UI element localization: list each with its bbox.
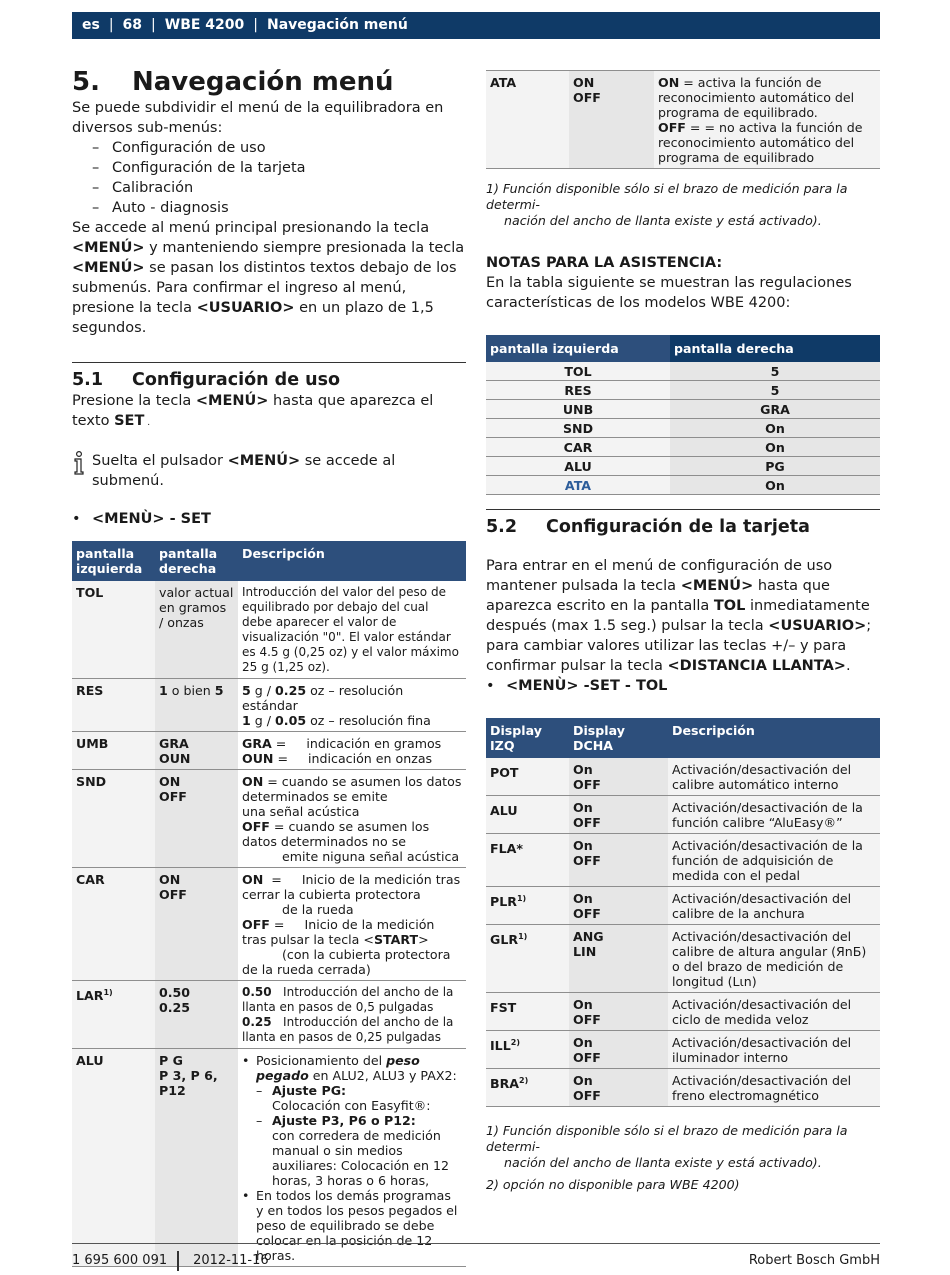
key-set: SET xyxy=(114,413,145,429)
desc-line xyxy=(658,75,876,120)
footnote-line: nación del ancho de llanta existe y está activado). xyxy=(504,1155,822,1170)
param-code xyxy=(486,758,569,796)
param-code: RES xyxy=(72,679,155,732)
value-line: OFF xyxy=(573,815,601,830)
document-number: 1 695 600 091 xyxy=(72,1251,179,1271)
left-display: RES xyxy=(486,381,670,400)
value-line: ON xyxy=(573,75,595,90)
service-table xyxy=(486,335,880,495)
table-header-row xyxy=(72,541,466,581)
footnote-1 xyxy=(486,181,880,229)
param-value xyxy=(569,796,668,834)
submenu-item-label: Configuración de uso xyxy=(112,140,266,156)
param-description xyxy=(238,868,466,981)
text: Ajuste P3, P6 o P12: xyxy=(272,1113,416,1128)
section-5-2-paragraph xyxy=(486,556,880,676)
param-code: ALU xyxy=(72,1049,155,1267)
key-start: START xyxy=(373,932,419,947)
text: 1 xyxy=(159,683,168,698)
text: = indicación en gramos xyxy=(271,736,442,751)
text: POT xyxy=(490,765,519,781)
text: inmediatamente después (max 1.5 seg.) pulsar la tecla xyxy=(486,598,870,634)
table-row xyxy=(486,993,880,1031)
text: En todos los demás programas y en todos los pesos pegados el peso de equilibrado se debe colocar en la posición de 12 horas. xyxy=(256,1188,458,1263)
param-value: valor actual en gramos / onzas xyxy=(155,581,238,679)
right-display: On xyxy=(670,476,880,495)
text: Introducción del ancho de la llanta en pasos de 0,25 pulgadas xyxy=(242,1015,458,1044)
table-row xyxy=(72,770,466,868)
left-column xyxy=(72,66,466,1267)
desc-line: (con la cubierta protectora xyxy=(282,947,451,962)
header-page: 68 xyxy=(122,17,143,33)
right-display: 5 xyxy=(670,362,880,381)
text: ILL xyxy=(490,1038,511,1054)
card-config-rows xyxy=(486,758,880,1107)
section-5-2-heading xyxy=(486,509,880,538)
right-display: On xyxy=(670,438,880,457)
param-value xyxy=(155,981,238,1049)
company-name: Robert Bosch GmbH xyxy=(748,1253,880,1268)
param-value xyxy=(569,758,668,796)
param-value xyxy=(569,1031,668,1069)
page-footer xyxy=(72,1243,880,1271)
section-5-1-number: 5.1 xyxy=(72,370,104,390)
table-row xyxy=(486,362,880,381)
text: ; para cambiar valores utilizar las teclas +/– y para confirmar pulsar la tecla xyxy=(486,618,872,674)
key-menu: <MENÚ> xyxy=(680,578,754,594)
param-code: UMB xyxy=(72,732,155,770)
text: = Inicio de la medición tras cerrar la cubierta protectora xyxy=(242,872,465,902)
footnote-1b xyxy=(486,1123,880,1171)
text: g / xyxy=(250,713,276,728)
text: Colocación con Easyfit®: xyxy=(272,1098,431,1113)
ata-table xyxy=(486,70,880,169)
desc-line: una señal acústica xyxy=(242,804,360,819)
text: ALU xyxy=(490,803,518,819)
text: ON xyxy=(242,774,264,789)
text: g / xyxy=(250,683,276,698)
text: Introducción del ancho de la llanta en pasos de 0,5 pulgadas xyxy=(242,985,458,1014)
section-5-title: Navegación menú xyxy=(132,67,394,97)
text: = cuando se asumen los datos determinados se emite xyxy=(242,774,462,804)
key-usuario: <USUARIO> xyxy=(196,300,295,316)
value-line: GRA xyxy=(159,736,189,751)
table-row xyxy=(486,925,880,993)
text: OUN xyxy=(242,751,274,766)
table-row xyxy=(486,834,880,887)
submenu-item-label: Auto - diagnosis xyxy=(112,200,229,216)
param-value xyxy=(569,1069,668,1107)
param-description: Activación/desactivación del ciclo de medida veloz xyxy=(668,993,880,1031)
right-display: GRA xyxy=(670,400,880,419)
bullet-dot: • xyxy=(242,1188,250,1203)
desc-line xyxy=(242,917,462,947)
value-line: 0.25 xyxy=(159,1000,191,1015)
text: FLA* xyxy=(490,841,523,857)
page-header: es | 68 | WBE 4200 | Navegación menú xyxy=(72,12,880,39)
param-description: Activación/desactivación del freno electromagnético xyxy=(668,1069,880,1107)
value-line: P G xyxy=(159,1053,183,1068)
param-value xyxy=(569,71,654,169)
desc-line: emite niguna señal acústica xyxy=(282,849,460,864)
table-row xyxy=(72,868,466,981)
info-icon xyxy=(72,451,86,475)
param-value xyxy=(155,679,238,732)
text: . xyxy=(144,418,151,428)
param-code xyxy=(486,834,569,887)
param-description: Introducción del valor del peso de equilibrado por debajo del cual debe aparecer el valor de visualización "0". El valor estándar es 4.5 g (0,25 oz) y el valor máximo 25 g (1,25 oz). xyxy=(238,581,466,679)
table-row xyxy=(486,457,880,476)
table-header-cell: Descripción xyxy=(238,541,466,581)
footnote-line: 1) Función disponible sólo si el brazo de medición para la determi- xyxy=(486,181,848,212)
footnote-2: 2) opción no disponible para WBE 4200) xyxy=(486,1177,740,1192)
text: 5 xyxy=(214,683,224,698)
footnote-marker: 1) xyxy=(516,894,527,903)
text: GLR xyxy=(490,932,519,948)
value-line: On xyxy=(573,997,593,1012)
value-line: On xyxy=(573,838,593,853)
table-row xyxy=(72,581,466,679)
param-value xyxy=(155,770,238,868)
param-description: Activación/desactivación del calibre de altura angular (ЯnБ) o del brazo de medición de longitud (Lιn) xyxy=(668,925,880,993)
param-description xyxy=(238,732,466,770)
document-date: 2012-11-16 xyxy=(193,1253,269,1268)
table-row xyxy=(486,71,880,169)
value-line: On xyxy=(573,800,593,815)
header-model: WBE 4200 xyxy=(164,17,245,33)
section-5-2-title: Configuración de la tarjeta xyxy=(546,517,810,537)
param-description xyxy=(238,679,466,732)
section-5-1-title: Configuración de uso xyxy=(132,370,341,390)
param-description: Activación/desactivación del calibre automático interno xyxy=(668,758,880,796)
text: y manteniendo siempre presionada la tecla xyxy=(144,240,465,256)
table-header-cell: pantalla izquierda xyxy=(72,541,155,581)
footnote-marker: 1) xyxy=(103,988,113,997)
text: = indicación en onzas xyxy=(273,751,433,766)
param-value xyxy=(569,887,668,925)
param-code: SND xyxy=(72,770,155,868)
left-display: CAR xyxy=(486,438,670,457)
right-column xyxy=(486,70,880,1193)
left-display: TOL xyxy=(486,362,670,381)
param-code: CAR xyxy=(72,868,155,981)
value-line: OFF xyxy=(573,906,601,921)
table-header-cell: pantalla izquierda xyxy=(486,335,670,362)
right-display: On xyxy=(670,419,880,438)
text: en un plazo de 1,5 segundos. xyxy=(72,300,434,336)
value-line: On xyxy=(573,891,593,906)
info-note-text xyxy=(92,451,466,491)
desc-line xyxy=(242,751,462,766)
desc-bullet xyxy=(242,1053,462,1083)
menu-set-tol-bullet: • <MENÙ> -SET - TOL xyxy=(486,676,880,696)
submenu-item xyxy=(92,158,466,178)
dash: – xyxy=(256,1113,263,1128)
text: GRA xyxy=(242,736,272,751)
section-5-paragraph xyxy=(72,218,466,338)
text: OFF xyxy=(242,917,270,932)
table-row xyxy=(72,1049,466,1267)
text: Ajuste PG: xyxy=(272,1083,347,1098)
value-line: OFF xyxy=(573,1050,601,1065)
section-5-1-paragraph xyxy=(72,391,466,433)
submenu-item xyxy=(92,198,466,218)
submenu-item-label: Configuración de la tarjeta xyxy=(112,160,306,176)
desc-line xyxy=(242,736,462,751)
param-code xyxy=(486,1031,569,1069)
footnote-line: 1) Función disponible sólo si el brazo de medición para la determi- xyxy=(486,1123,848,1154)
key-menu: <MENÚ> xyxy=(195,393,269,409)
desc-line xyxy=(242,683,462,713)
table-header-cell: Display IZQ xyxy=(486,718,569,758)
desc-line: de la rueda cerrada) xyxy=(242,962,371,977)
card-config-table xyxy=(486,718,880,1107)
param-description: Activación/desactivación del iluminador interno xyxy=(668,1031,880,1069)
bullet-dot: • xyxy=(242,1053,250,1068)
table-row xyxy=(486,796,880,834)
desc-line xyxy=(242,774,462,804)
section-5-1-heading xyxy=(72,362,466,391)
text: peso pegado xyxy=(256,1053,420,1083)
menu-set-bullet: • <MENÙ> - SET xyxy=(72,509,466,529)
text: = = no activa la función de reconocimiento automático del programa de equilibrado xyxy=(658,120,863,165)
table-row xyxy=(72,732,466,770)
desc-line xyxy=(242,819,462,849)
text: oz – resolución estándar xyxy=(242,683,404,713)
text: > xyxy=(418,932,429,947)
text: 1 xyxy=(242,713,251,728)
text: se pasan los distintos textos debajo de los submenús. Para confirmar el ingreso al menú, presione la tecla xyxy=(72,260,457,316)
value-line: ON xyxy=(159,872,181,887)
footnote-marker: 2) xyxy=(510,1038,520,1047)
text: 0.25 xyxy=(275,683,307,698)
value-line: On xyxy=(573,1073,593,1088)
table-header-row xyxy=(486,718,880,758)
param-description xyxy=(654,71,880,169)
key-menu: <MENÚ> xyxy=(72,240,145,256)
text: hasta que aparezca escrito en la pantalla xyxy=(486,578,830,614)
submenu-item xyxy=(92,178,466,198)
param-value xyxy=(569,993,668,1031)
value-line: OFF xyxy=(573,1088,601,1103)
section-5-heading xyxy=(72,66,466,98)
desc-line xyxy=(242,872,465,902)
table-row xyxy=(72,679,466,732)
value-line: OFF xyxy=(159,887,187,902)
param-code xyxy=(486,993,569,1031)
param-value xyxy=(155,1049,238,1267)
table-header-cell: pantalla derecha xyxy=(155,541,238,581)
param-code xyxy=(72,981,155,1049)
header-section: Navegación menú xyxy=(266,17,408,33)
table-header-cell: Display DCHA xyxy=(569,718,668,758)
param-description xyxy=(238,981,466,1049)
left-display: ATA xyxy=(486,476,670,495)
text: 0.05 xyxy=(275,713,307,728)
table-row xyxy=(486,887,880,925)
text: se accede al submenú. xyxy=(92,453,396,489)
table-row xyxy=(486,1031,880,1069)
desc-line: de la rueda xyxy=(282,902,354,917)
param-value xyxy=(155,868,238,981)
section-5-intro: Se puede subdividir el menú de la equilibradora en diversos sub-menús: xyxy=(72,100,444,136)
header-lang: es xyxy=(82,17,100,33)
param-code: ATA xyxy=(486,71,569,169)
param-value xyxy=(155,732,238,770)
value-line: OFF xyxy=(573,777,601,792)
table-header-cell: Descripción xyxy=(668,718,880,758)
key-menu: <MENÚ> xyxy=(72,260,145,276)
left-display: SND xyxy=(486,419,670,438)
submenu-list xyxy=(92,138,466,218)
table-row xyxy=(486,381,880,400)
table-header-cell: pantalla derecha xyxy=(670,335,880,362)
desc-line xyxy=(242,1015,462,1045)
text: LAR xyxy=(76,988,104,1004)
value-line: On xyxy=(573,762,593,777)
text: o bien xyxy=(167,683,215,698)
table-row xyxy=(486,758,880,796)
section-5-number: 5. xyxy=(72,67,100,97)
text: oz – resolución fina xyxy=(306,713,431,728)
desc-line xyxy=(242,713,462,728)
text: FST xyxy=(490,1000,517,1016)
value-line: 0.50 xyxy=(159,985,191,1000)
footnote-marker: 1) xyxy=(518,932,528,941)
text: BRA xyxy=(490,1076,520,1092)
text: Suelta el pulsador xyxy=(92,453,228,469)
text: Posicionamiento del xyxy=(256,1053,387,1068)
info-note xyxy=(72,451,466,491)
text: = Inicio de la medición tras pulsar la tecla < xyxy=(242,917,439,947)
text: ON xyxy=(658,75,680,90)
key-usuario: <USUARIO> xyxy=(768,618,867,634)
text: Se accede al menú principal presionando la tecla xyxy=(72,220,430,236)
submenu-item xyxy=(92,138,466,158)
dash: – xyxy=(256,1083,263,1098)
table-row xyxy=(486,438,880,457)
text: . xyxy=(845,658,851,674)
left-display: ALU xyxy=(486,457,670,476)
value-line: P 3, P 6, P12 xyxy=(159,1068,218,1098)
table-row xyxy=(486,1069,880,1107)
text: con corredera de medición manual o sin medios auxiliares: Colocación en 12 horas, 3 horas o 6 horas, xyxy=(272,1128,450,1188)
desc-sub-bullet xyxy=(242,1113,462,1188)
param-description xyxy=(238,1049,466,1267)
service-text: En la tabla siguiente se muestran las regulaciones características de los modelos WBE 4200: xyxy=(486,275,852,311)
value-line: OUN xyxy=(159,751,191,766)
param-description: Activación/desactivación de la función de adquisición de medida con el pedal xyxy=(668,834,880,887)
param-code: TOL xyxy=(72,581,155,679)
table-row xyxy=(486,400,880,419)
left-display: UNB xyxy=(486,400,670,419)
text: 5 xyxy=(242,683,251,698)
settings-table xyxy=(72,541,466,1267)
text: en ALU2, ALU3 y PAX2: xyxy=(308,1068,457,1083)
param-code xyxy=(486,887,569,925)
submenu-item-label: Calibración xyxy=(112,180,194,196)
text: 0.50 xyxy=(242,985,272,999)
value-line: ON xyxy=(159,774,181,789)
text: Para entrar en el menú de configuración de uso mantener pulsada la tecla xyxy=(486,558,833,594)
table-row xyxy=(72,981,466,1049)
key-distancia-llanta: <DISTANCIA LLANTA> xyxy=(667,658,846,674)
desc-line xyxy=(658,120,876,165)
table-row xyxy=(486,419,880,438)
value-line: OFF xyxy=(573,90,601,105)
value-line: LIN xyxy=(573,944,597,959)
param-code xyxy=(486,925,569,993)
param-description: Activación/desactivación de la función calibre “AluEasy®” xyxy=(668,796,880,834)
value-line: On xyxy=(573,1035,593,1050)
text: OFF xyxy=(658,120,686,135)
service-title: NOTAS PARA LA ASISTENCIA: xyxy=(486,255,723,271)
param-code xyxy=(486,796,569,834)
footnote-line: nación del ancho de llanta existe y está activado). xyxy=(504,213,822,228)
text: OFF xyxy=(242,819,270,834)
value-line: ANG xyxy=(573,929,604,944)
section-5-2-number: 5.2 xyxy=(486,517,518,537)
value-line: OFF xyxy=(159,789,187,804)
desc-sub-bullet xyxy=(242,1083,462,1113)
footnote-marker: 2) xyxy=(519,1076,529,1085)
param-value xyxy=(569,925,668,993)
value-line: OFF xyxy=(573,1012,601,1027)
value-line: OFF xyxy=(573,853,601,868)
text: Presione la tecla xyxy=(72,393,196,409)
text: = cuando se asumen los datos determinados no se xyxy=(242,819,430,849)
param-code xyxy=(486,1069,569,1107)
right-display: PG xyxy=(670,457,880,476)
right-display: 5 xyxy=(670,381,880,400)
key-tol: TOL xyxy=(713,598,746,614)
param-value xyxy=(569,834,668,887)
text: 0.25 xyxy=(242,1015,272,1029)
text: hasta que aparezca el texto xyxy=(72,393,434,429)
key-menu: <MENÚ> xyxy=(227,453,301,469)
text: = activa la función de reconocimiento automático del programa de equilibrado. xyxy=(658,75,855,120)
table-header-row xyxy=(486,335,880,362)
text: PLR xyxy=(490,894,517,910)
desc-line xyxy=(242,985,462,1015)
param-description: Activación/desactivación del calibre de la anchura xyxy=(668,887,880,925)
param-description xyxy=(238,770,466,868)
table-row xyxy=(486,476,880,495)
text: ON xyxy=(242,872,264,887)
